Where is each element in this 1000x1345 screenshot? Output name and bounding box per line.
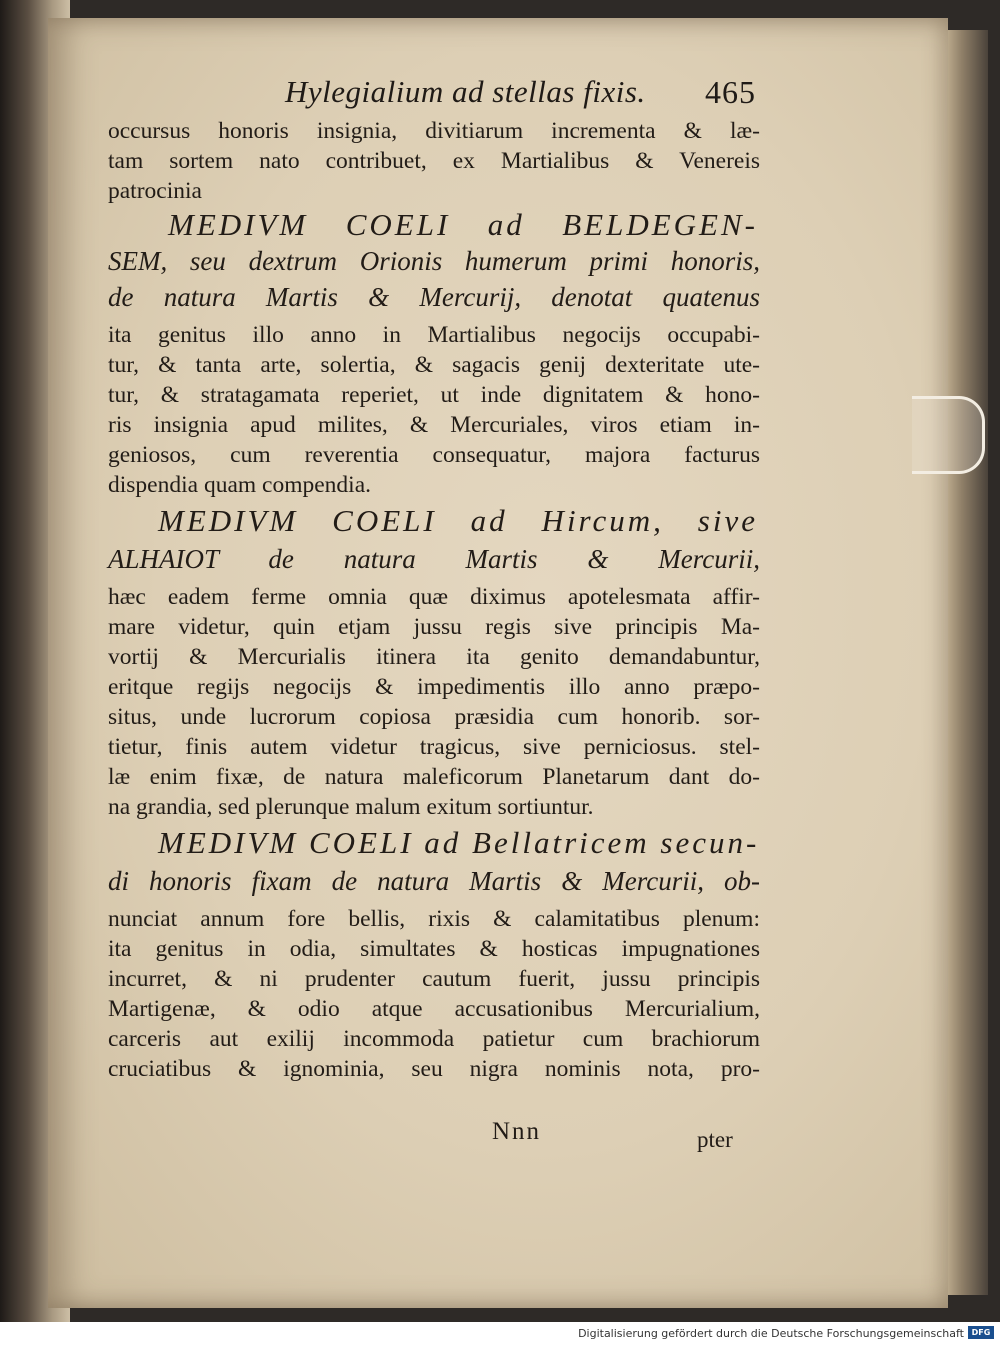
text-line: tur, & stratagamata reperiet, ut inde dignitatem & hono- (108, 382, 760, 408)
page-edge-stack (948, 30, 988, 1295)
text-line: patrocinia (108, 178, 202, 204)
page-number: 465 (705, 74, 756, 110)
catchword: pter (697, 1127, 733, 1152)
text-line: di honoris fixam de natura Martis & Mercurii, ob- (108, 866, 760, 896)
text-line: na grandia, sed plerunque malum exitum sortiuntur. (108, 794, 594, 820)
text-line: læ enim fixæ, de natura maleficorum Planetarum dant do- (108, 764, 760, 790)
dfg-logo: DFG (968, 1326, 994, 1339)
page-tab-marker (912, 396, 985, 474)
section-heading: MEDIVM COELI ad Bellatricem secun- (158, 825, 760, 860)
text-line: ita genitus illo anno in Martialibus negocijs occupabi- (108, 322, 760, 348)
text-line: geniosos, cum reverentia consequatur, majora facturus (108, 442, 760, 468)
text-line: cruciatibus & ignominia, seu nigra nominis nota, pro- (108, 1056, 760, 1082)
text-line: ALHAIOT de natura Martis & Mercurii, (108, 544, 760, 574)
footer-credit: Digitalisierung gefördert durch die Deutsche Forschungsgemeinschaft (578, 1327, 964, 1340)
text-line: Martigenæ, & odio atque accusationibus Mercurialium, (108, 996, 760, 1022)
text-line: tietur, finis autem videtur tragicus, sive perniciosus. stel- (108, 734, 760, 760)
text-line: ris insignia apud milites, & Mercuriales, viros etiam in- (108, 412, 760, 438)
text-line: carceris aut exilij incommoda patietur cum brachiorum (108, 1026, 760, 1052)
text-line: tur, & tanta arte, solertia, & sagacis genij dexteritate ute- (108, 352, 760, 378)
text-line: incurret, & ni prudenter cautum fuerit, jussu principis (108, 966, 760, 992)
text-line: eritque regijs negocijs & impedimentis illo anno præpo- (108, 674, 760, 700)
text-line: hæc eadem ferme omnia quæ diximus apotelesmata affir- (108, 584, 760, 610)
signature-mark: Nnn (492, 1118, 542, 1145)
text-line: occursus honoris insignia, divitiarum incrementa & læ- (108, 118, 760, 144)
section-heading: MEDIVM COELI ad BELDEGEN- (168, 207, 758, 242)
section-heading: MEDIVM COELI ad Hircum, sive (158, 503, 758, 538)
text-line: situs, unde lucrorum copiosa præsidia cum honorib. sor- (108, 704, 760, 730)
running-head: Hylegialium ad stellas fixis. (285, 74, 646, 109)
text-line: dispendia quam compendia. (108, 472, 371, 498)
text-line: mare videtur, quin etjam jussu regis sive principis Ma- (108, 614, 760, 640)
text-line: de natura Martis & Mercurij, denotat quatenus (108, 282, 760, 312)
text-line: tam sortem nato contribuet, ex Martialibus & Venereis (108, 148, 760, 174)
text-line: SEM, seu dextrum Orionis humerum primi honoris, (108, 246, 760, 276)
text-line: ita genitus in odia, simultates & hosticas impugnationes (108, 936, 760, 962)
text-line: nunciat annum fore bellis, rixis & calamitatibus plenum: (108, 906, 760, 932)
text-line: vortij & Mercurialis itinera ita genito demandabuntur, (108, 644, 760, 670)
